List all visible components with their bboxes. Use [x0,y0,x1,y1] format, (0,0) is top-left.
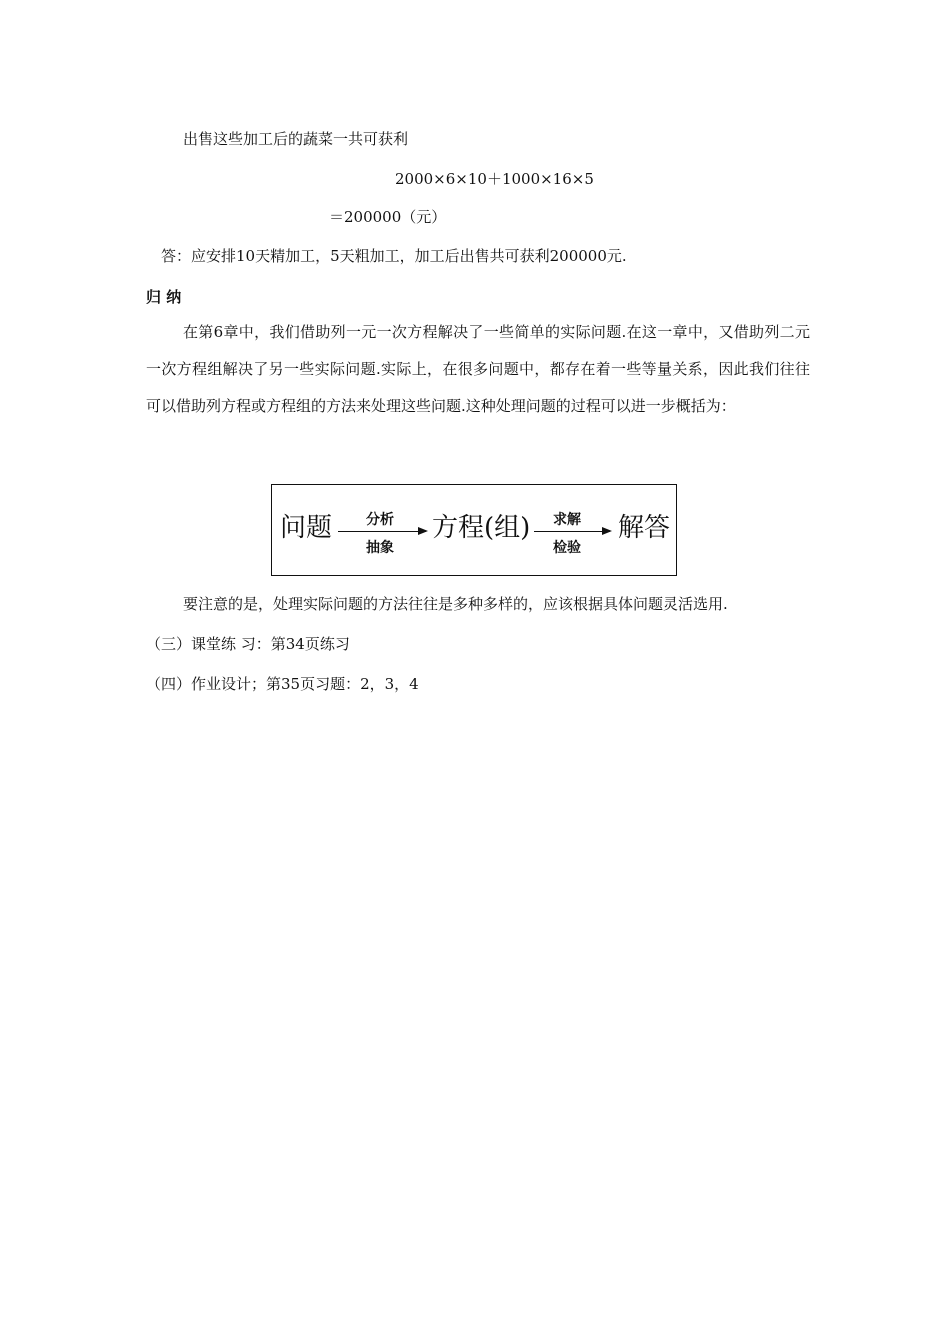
classroom-exercise-item: （三）课堂练 习：第34页练习 [146,635,350,653]
equation-result: ＝200000（元） [329,208,447,226]
answer-line: 答：应安排10天精加工，5天粗加工，加工后出售共可获利200000元. [161,247,627,265]
flow-step-problem: 问题 [280,513,333,543]
summary-paragraph: 在第6章中，我们借助列一元一次方程解决了一些简单的实际问题.在这一章中，又借助列二元一次方程组解决了另一些实际问题.实际上，在很多问题中，都存在着一些等量关系，因此我们往往可以借助列方程或方程组的方法来处理这些问题.这种处理问题的过程可以进一步概括为： [146,323,810,415]
flow-label-solve: 求解 [553,512,581,528]
flow-label-analyze: 分析 [366,512,394,528]
flow-label-verify: 检验 [553,540,581,556]
equation-line: 2000×6×10＋1000×16×5 [395,170,594,188]
note-line: 要注意的是，处理实际问题的方法往往是多种多样的，应该根据具体问题灵活选用. [183,595,728,613]
flow-step-equation: 方程(组) [432,513,531,543]
flow-label-abstract: 抽象 [366,540,394,556]
process-flow-box [271,484,677,576]
flow-arrow-2 [534,531,610,532]
flow-step-answer: 解答 [618,513,671,543]
flow-arrow-1 [338,531,426,532]
homework-item: （四）作业设计；第35页习题：2，3，4 [146,675,419,693]
section-heading: 归 纳 [146,288,182,306]
text-line-profit: 出售这些加工后的蔬菜一共可获利 [183,130,409,148]
